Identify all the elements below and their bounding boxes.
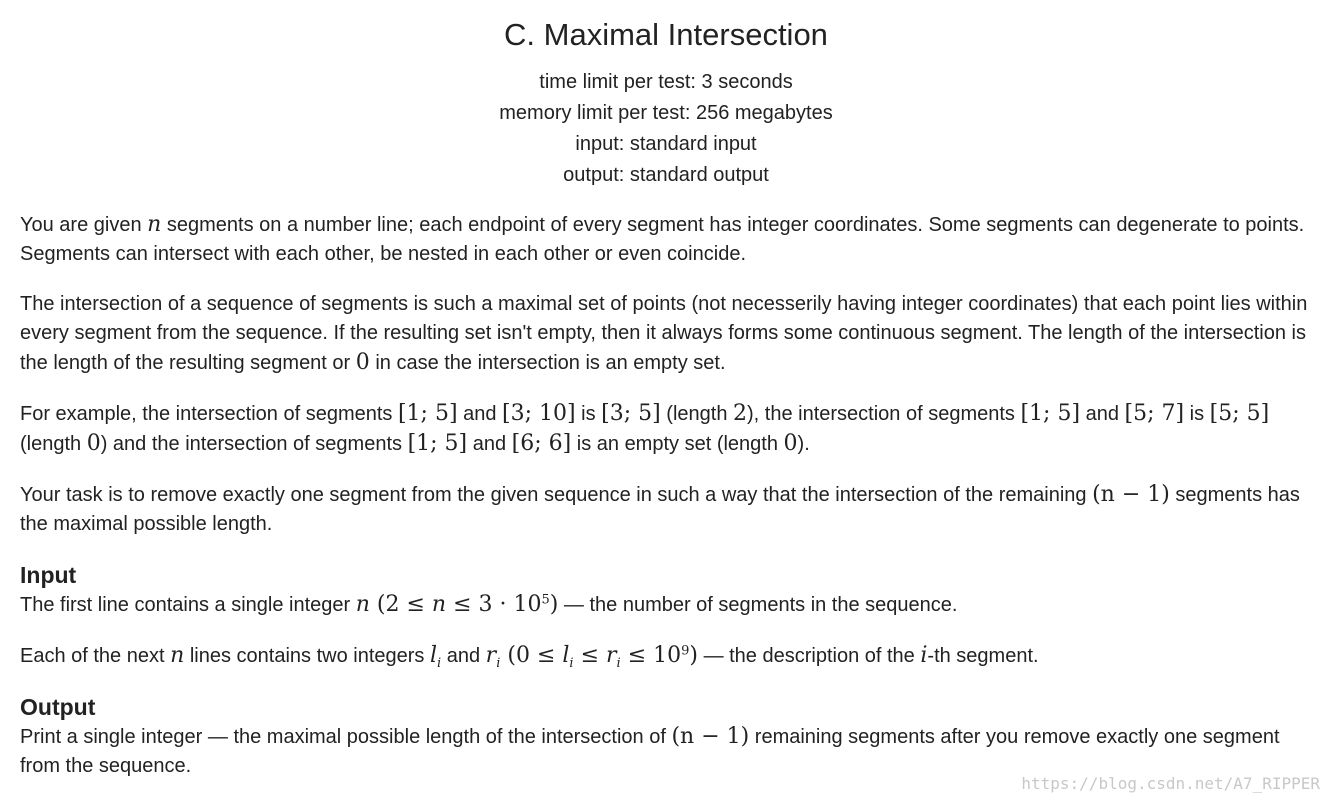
math-var: r bbox=[485, 643, 497, 668]
math-constraint: ≤ bbox=[573, 643, 607, 668]
math-constraint: ) bbox=[549, 592, 559, 617]
math-constraint: ≤ 3 · 10 bbox=[446, 592, 542, 617]
text: ) and the intersection of segments bbox=[100, 433, 408, 455]
text: The first line contains a single integer bbox=[20, 594, 356, 616]
math-constraint: ≤ 10 bbox=[620, 643, 682, 668]
text: and bbox=[1080, 403, 1125, 425]
math-subscript: i bbox=[616, 656, 621, 671]
problem-limits bbox=[0, 67, 1332, 191]
math-segment: [1; 5] bbox=[1020, 401, 1081, 426]
text: segments on a number line; each endpoint of every segment has integer coordinates. Some segments can degenerate to points. Segments can intersect with each other, be nested in each other or even coincide. bbox=[20, 214, 1305, 265]
math-exponent: 9 bbox=[681, 643, 690, 659]
statement-paragraph-2 bbox=[20, 290, 1310, 378]
text: lines contains two integers bbox=[184, 645, 430, 667]
text: ), the intersection of segments bbox=[747, 403, 1021, 425]
output-section-title: Output bbox=[20, 694, 96, 720]
problem-statement bbox=[20, 210, 1310, 802]
text: in case the intersection is an empty set. bbox=[369, 352, 726, 374]
text: For example, the intersection of segments bbox=[20, 403, 398, 425]
math-segment: [1; 5] bbox=[397, 401, 458, 426]
text: and bbox=[441, 645, 486, 667]
text: and bbox=[457, 403, 503, 425]
math-constraint: ) bbox=[689, 643, 699, 668]
math-var: l bbox=[429, 643, 438, 668]
math-value: 0 bbox=[86, 431, 101, 456]
time-limit: time limit per test: 3 seconds bbox=[539, 71, 793, 93]
problem-title: C. Maximal Intersection bbox=[504, 17, 828, 52]
text: (length bbox=[20, 433, 87, 455]
math-value: 0 bbox=[783, 431, 798, 456]
problem-header bbox=[0, 0, 1332, 191]
text: Your task is to remove exactly one segment from the given sequence in such a way that the intersection of the remaining bbox=[20, 484, 1093, 506]
text: and bbox=[467, 433, 512, 455]
math-expression: (n − 1) bbox=[671, 724, 750, 749]
math-subscript: i bbox=[496, 656, 501, 671]
memory-limit: memory limit per test: 256 megabytes bbox=[499, 102, 833, 124]
math-expression: (n − 1) bbox=[1092, 482, 1170, 507]
text: (length bbox=[660, 403, 733, 425]
math-segment: [6; 6] bbox=[511, 431, 572, 456]
statement-paragraph-3 bbox=[20, 399, 1310, 459]
math-segment: [1; 5] bbox=[407, 431, 468, 456]
math-var: i bbox=[920, 643, 928, 668]
math-segment: [5; 7] bbox=[1124, 401, 1185, 426]
text: is an empty set (length bbox=[571, 433, 784, 455]
text: You are given bbox=[20, 214, 148, 236]
text: -th segment. bbox=[927, 645, 1039, 667]
math-var: n bbox=[355, 592, 370, 617]
output-source: output: standard output bbox=[563, 164, 769, 186]
statement-paragraph-1 bbox=[20, 210, 1310, 269]
math-var: n bbox=[431, 592, 447, 617]
math-subscript: i bbox=[437, 656, 442, 671]
math-segment: [3; 5] bbox=[601, 401, 661, 426]
input-source: input: standard input bbox=[575, 133, 757, 155]
math-var: r bbox=[606, 643, 617, 668]
text: remaining segments after you remove exactly one segment from the sequence. bbox=[20, 726, 1280, 777]
text: is bbox=[1184, 403, 1210, 425]
math-var: n bbox=[170, 643, 185, 668]
text: Each of the next bbox=[20, 645, 171, 667]
math-segment: [3; 10] bbox=[502, 401, 576, 426]
math-segment: [5; 5] bbox=[1209, 401, 1270, 426]
input-paragraph-2 bbox=[20, 641, 1310, 671]
math-var: l bbox=[562, 643, 570, 668]
math-value: 2 bbox=[733, 401, 747, 426]
statement-paragraph-4 bbox=[20, 480, 1310, 539]
text: is bbox=[575, 403, 602, 425]
watermark: https://blog.csdn.net/A7_RIPPER bbox=[1021, 774, 1320, 793]
text: — the description of the bbox=[698, 645, 921, 667]
text: segments has the maximal possible length. bbox=[20, 484, 1300, 535]
math-constraint: (2 ≤ bbox=[369, 592, 432, 617]
text: — the number of segments in the sequence. bbox=[558, 594, 958, 616]
math-exponent: 5 bbox=[541, 592, 550, 608]
math-value: 0 bbox=[355, 350, 370, 375]
math-subscript: i bbox=[569, 656, 574, 671]
text: Print a single integer — the maximal possible length of the intersection of bbox=[20, 726, 672, 748]
text: ). bbox=[797, 433, 810, 455]
output-paragraph-1 bbox=[20, 722, 1310, 781]
math-var: n bbox=[147, 212, 162, 237]
text: The intersection of a sequence of segments is such a maximal set of points (not necesserily having integer coordinates) that each point lies within every segment from the sequence. If the resulting set isn't empty, then it always forms some continuous segment. The length of the intersection is the length of the resulting segment or bbox=[20, 293, 1308, 374]
input-paragraph-1 bbox=[20, 590, 1310, 620]
math-constraint: (0 ≤ bbox=[500, 643, 563, 668]
input-section-title: Input bbox=[20, 562, 77, 588]
